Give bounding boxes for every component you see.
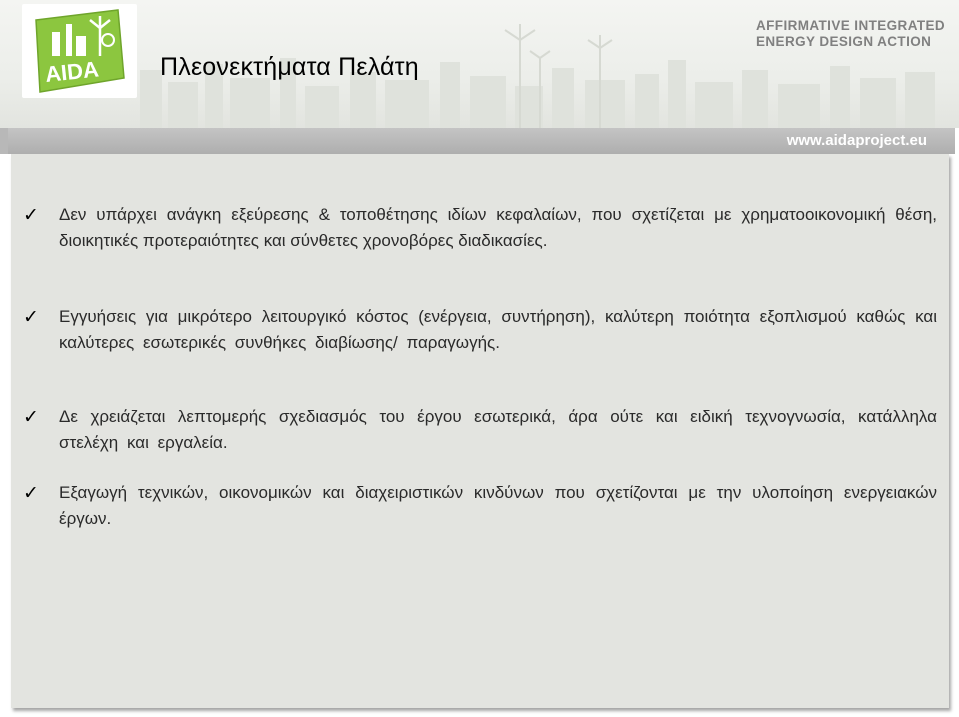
checkmark-icon: ✓ bbox=[23, 482, 39, 504]
content-panel bbox=[11, 154, 949, 708]
header-band bbox=[0, 0, 959, 128]
bullet-text: Εγγυήσεις για μικρότερο λειτουργικό κόστος (ενέργεια, συντήρηση), καλύτερη ποιότητα εξοπλισμού καθώς και καλύτερες εσωτερικές συνθήκες διαβίωσης/ παραγωγής. bbox=[59, 307, 937, 352]
aida-logo-icon bbox=[30, 6, 130, 98]
bullet-text: Δε χρειάζεται λεπτομερής σχεδιασμός του έργου εσωτερικά, άρα ούτε και ειδική τεχνογνωσία, κατάλληλα στελέχη και εργαλεία. bbox=[59, 407, 937, 452]
brand-line-1: AFFIRMATIVE INTEGRATED bbox=[756, 18, 946, 33]
checkmark-icon: ✓ bbox=[23, 204, 39, 226]
bullet-item bbox=[23, 404, 937, 456]
bullet-item bbox=[23, 304, 937, 356]
page-title: Πλεονεκτήματα Πελάτη bbox=[160, 53, 419, 81]
brand-line-2: ENERGY DESIGN ACTION bbox=[756, 34, 932, 49]
logo-text: AIDA bbox=[43, 56, 101, 87]
bullet-text: Δεν υπάρχει ανάγκη εξεύρεσης & τοποθέτησης ιδίων κεφαλαίων, που σχετίζεται με χρηματοοικονομική θέση, διοικητικές προτεραιότητες και σύνθετες χρονοβόρες διαδικασίες. bbox=[59, 205, 937, 250]
brand-tagline bbox=[756, 18, 952, 50]
bar-accent bbox=[0, 128, 8, 154]
bullet-item bbox=[23, 480, 937, 532]
bullet-item bbox=[23, 202, 937, 254]
bullet-text: Εξαγωγή τεχνικών, οικονομικών και διαχειριστικών κινδύνων που σχετίζονται με την υλοποίηση ενεργειακών έργων. bbox=[59, 483, 937, 528]
website-url[interactable]: www.aidaproject.eu bbox=[786, 132, 927, 149]
website-bar bbox=[0, 128, 955, 154]
checkmark-icon: ✓ bbox=[23, 406, 39, 428]
checkmark-icon: ✓ bbox=[23, 306, 39, 328]
